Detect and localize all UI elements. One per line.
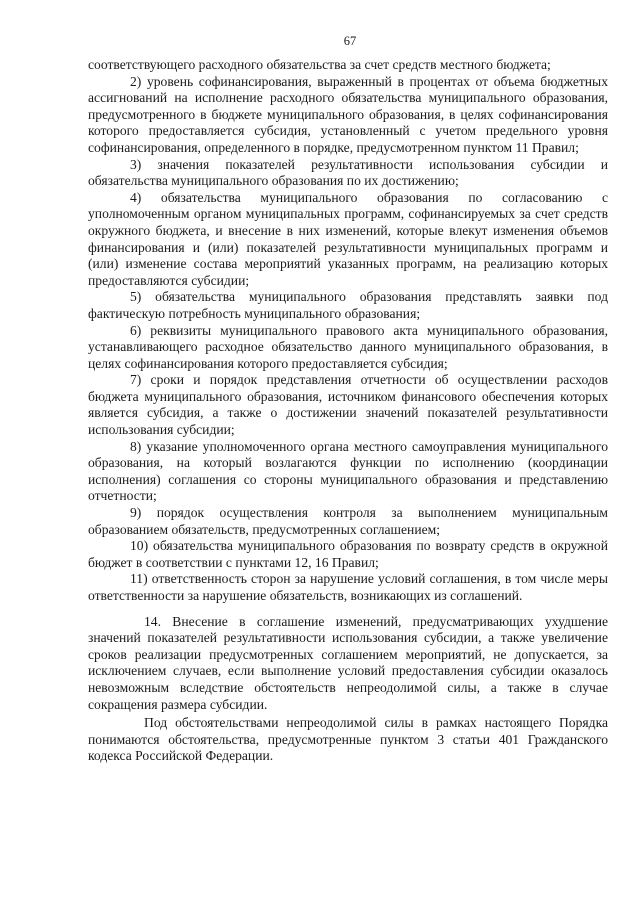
list-item-10: 10) обязательства муниципального образования по возврату средств в окружной бюджет в соответствии с пунктами 12, 16 Правил; — [88, 538, 608, 570]
list-item-8: 8) указание уполномоченного органа местного самоуправления муниципального образования, на который возлагаются функции по исполнению (координации исполнения) соглашения со стороны муниципального образования и представлению отчетности; — [88, 438, 608, 504]
force-majeure-paragraph: Под обстоятельствами непреодолимой силы в рамках настоящего Порядка понимаются обстоятельства, предусмотренные пунктом 3 статьи 401 Гражданского кодекса Российской Федерации. — [88, 715, 608, 764]
list-item-7: 7) сроки и порядок представления отчетности об осуществлении расходов бюджета муниципального образования, источником финансового обеспечения которых является субсидия, а также о достижении значений показателей результативности использования субсидии; — [88, 372, 608, 438]
list-item-2: 2) уровень софинансирования, выраженный в процентах от объема бюджетных ассигнований на исполнение расходного обязательства муниципального образования, предусмотренного в бюджете муниципального образования, в целях софинансирования которого предоставляется субсидия, установленный с учетом предельного уровня софинансирования, определенного в порядке, предусмотренном пунктом 11 Правил; — [88, 73, 608, 155]
list-item-11: 11) ответственность сторон за нарушение условий соглашения, в том числе меры ответственности за нарушение обязательств, возникающих из соглашений. — [88, 571, 608, 603]
page-number: 67 — [343, 34, 357, 48]
list-item-3: 3) значения показателей результативности использования субсидии и обязательства муниципального образования по их достижению; — [88, 156, 608, 189]
list-item-9: 9) порядок осуществления контроля за выполнением муниципальным образованием обязательств, предусмотренных соглашением; — [88, 505, 608, 537]
list-item-5: 5) обязательства муниципального образования представлять заявки под фактическую потребность муниципального образования; — [88, 289, 608, 321]
list-item-4: 4) обязательства муниципального образования по согласованию с уполномоченным органом муниципальных программ, софинансируемых за счет средств окружного бюджета, и внесение в них изменений, которые влекут изменения объемов финансирования и (или) показателей результативности муниципальных программ и (или) изменение состава мероприятий указанных программ, на реализацию которых предоставляются субсидии; — [88, 189, 608, 288]
paragraph-1-continuation: соответствующего расходного обязательства за счет средств местного бюджета; — [88, 57, 551, 72]
section-14-paragraph: 14. Внесение в соглашение изменений, предусматривающих ухудшение значений показателей результативности использования субсидии, а также увеличение сроков реализации предусмотренных соглашением мероприятий, не допускается, за исключением случаев, если выполнение условий предоставления субсидии оказалось невозможным вследствие обстоятельств непреодолимой силы, а также в случае сокращения размера субсидии. — [88, 613, 608, 712]
list-item-6: 6) реквизиты муниципального правового акта муниципального образования, устанавливающего расходное обязательство данного муниципального образования, в целях софинансирования которого предоставляется субсидия; — [88, 322, 608, 371]
